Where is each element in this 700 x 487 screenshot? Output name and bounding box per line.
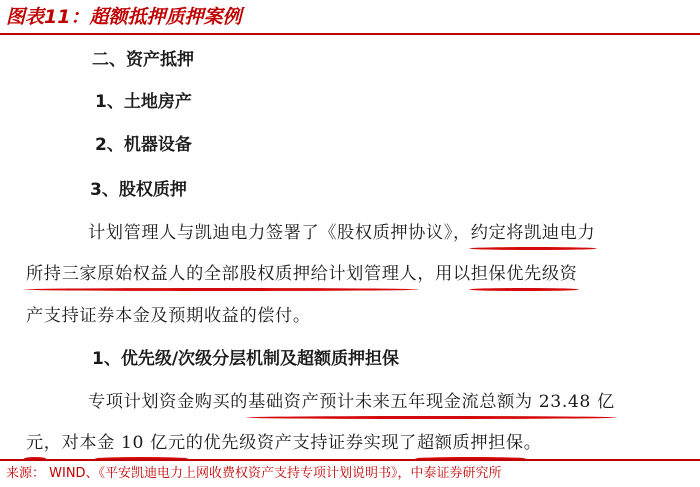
figure-title: 图表11：超额抵押质押案例 <box>6 6 242 28</box>
para2-line1 <box>88 387 615 412</box>
heading-tier-mechanism: 1、优先级/次级分层机制及超额质押担保 <box>92 349 400 369</box>
underlined-yuan: 元 <box>26 433 44 453</box>
heading-land: 1、土地房产 <box>95 92 192 112</box>
para2-line2-text-c: 。 <box>523 433 542 453</box>
para2-line1-text: 专项计划资金购买的 <box>88 392 249 412</box>
heading-equity-pledge: 3、股权质押 <box>90 180 187 200</box>
underlined-over-collateral: 超额质押担保 <box>416 433 524 453</box>
underlined-pledge-all-equity: 所持三家原始权益人的全部股权质押给计划管理人 <box>26 264 418 284</box>
source-divider <box>0 459 700 461</box>
underlined-cashflow-total: 基础资产预计未来五年现金流总额为 23.48 亿 <box>248 392 615 412</box>
para2-line2 <box>26 428 542 453</box>
source-note: 来源： WIND、《平安凯迪电力上网收费权资产支持专项计划说明书》，中泰证券研究所 <box>6 466 502 481</box>
para1-line2 <box>26 259 577 284</box>
document-scan <box>0 35 700 459</box>
para1-line2-text: ，用以 <box>417 264 471 284</box>
para2-line2-text-a: ，对本 <box>43 433 98 453</box>
heading-assets-pledge: 二、资产抵押 <box>92 50 194 70</box>
para1-line1 <box>88 218 595 243</box>
underlined-principal-amount: 金 10 亿元 <box>97 433 186 453</box>
underlined-agreement: 约定将凯迪电力 <box>470 223 596 243</box>
underlined-guarantee-priority: 担保优先级资 <box>470 264 578 284</box>
para1-line3: 产支持证券本金及预期收益的偿付。 <box>26 306 311 326</box>
para2-line2-text-b: 的优先级资产支持证券实现了 <box>185 433 417 453</box>
para1-line1-text: 计划管理人与凯迪电力签署了《股权质押协议》， <box>88 223 471 243</box>
heading-machinery: 2、机器设备 <box>95 135 192 155</box>
